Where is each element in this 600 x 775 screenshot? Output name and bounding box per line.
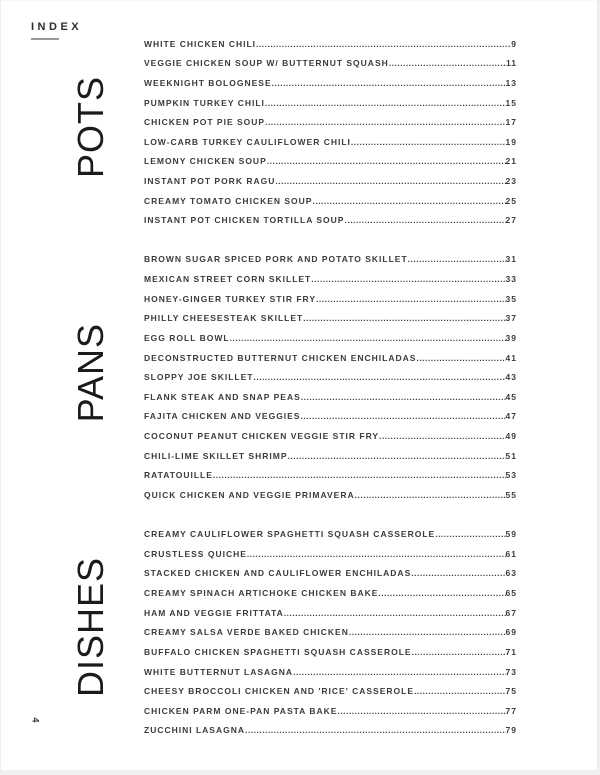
entry-page-number: 41 (505, 352, 517, 363)
entry-page-number: 59 (505, 529, 517, 540)
dot-leader (301, 411, 506, 421)
dot-leader (337, 706, 505, 716)
index-entry (144, 166, 517, 186)
entry-page-number: 11 (506, 58, 517, 69)
entry-page-number: 63 (505, 568, 517, 579)
index-entry (144, 49, 517, 69)
entry-title: CHEESY BROCCOLI CHICKEN AND 'RICE' CASSEROLE (144, 686, 415, 697)
entry-title: MEXICAN STREET CORN SKILLET (144, 274, 312, 285)
entry-page-number: 51 (505, 450, 517, 461)
index-entry (144, 323, 517, 343)
index-entry (144, 677, 517, 697)
section-label-wrap (71, 29, 111, 225)
entry-page-number: 37 (505, 313, 517, 324)
entry-page-number: 33 (505, 274, 517, 285)
entry-page-number: 73 (505, 666, 517, 677)
entry-title: EGG ROLL BOWL (144, 332, 230, 343)
index-entry (144, 559, 517, 579)
dot-leader (311, 274, 505, 284)
dot-leader (312, 196, 505, 206)
index-entry (144, 461, 517, 481)
index-entry (144, 716, 517, 736)
dot-leader (378, 588, 505, 598)
entry-title: FLANK STEAK AND SNAP PEAS (144, 391, 301, 402)
entry-title: CHILI-LIME SKILLET SHRIMP (144, 450, 288, 461)
index-entry (144, 657, 517, 677)
entry-page-number: 75 (505, 686, 517, 697)
index-entry (144, 618, 517, 638)
dot-leader (213, 470, 506, 480)
entry-title: WHITE CHICKEN CHILI (144, 38, 257, 49)
index-entry (144, 421, 517, 441)
dot-leader (265, 117, 505, 127)
index-entry (144, 68, 517, 88)
dot-leader (411, 568, 505, 578)
index-entry (144, 108, 517, 128)
entry-title: LOW-CARB TURKEY CAULIFLOWER CHILI (144, 136, 351, 147)
entry-title: SLOPPY JOE SKILLET (144, 372, 254, 383)
entry-title: VEGGIE CHICKEN SOUP W/ BUTTERNUT SQUASH (144, 58, 389, 69)
page-title: INDEX (31, 21, 83, 33)
entry-page-number: 31 (505, 254, 517, 265)
entry-title: CHICKEN POT PIE SOUP (144, 117, 266, 128)
index-entry (144, 480, 517, 500)
entry-title: CREAMY SALSA VERDE BAKED CHICKEN (144, 627, 349, 638)
section-label: POTS (70, 76, 111, 179)
entry-title: INSTANT POT PORK RAGU (144, 176, 276, 186)
index-entry (144, 343, 517, 363)
entry-title: CHICKEN PARM ONE-PAN PASTA BAKE (144, 705, 338, 716)
index-entry (144, 147, 517, 167)
index-entry (144, 520, 517, 540)
dot-leader (245, 725, 506, 735)
entry-page-number: 19 (505, 136, 517, 147)
entry-title: CREAMY SPINACH ARTICHOKE CHICKEN BAKE (144, 588, 379, 599)
entry-page-number: 67 (505, 607, 517, 618)
page-number-marker: 4 (30, 717, 41, 723)
index-entry (144, 284, 517, 304)
entry-title: COCONUT PEANUT CHICKEN VEGGIE STIR FRY (144, 431, 380, 442)
index-entry (144, 206, 517, 226)
entry-page-number: 17 (505, 117, 517, 128)
entry-title: QUICK CHICKEN AND VEGGIE PRIMAVERA (144, 489, 355, 500)
entry-title: WEEKNIGHT BOLOGNESE (144, 77, 272, 88)
index-entry (144, 402, 517, 422)
entry-page-number: 79 (505, 725, 517, 736)
index-entry (144, 441, 517, 461)
entry-page-number: 21 (505, 156, 517, 167)
dot-leader (253, 372, 505, 382)
entry-page-number: 61 (505, 548, 517, 559)
section-label-wrap (71, 245, 111, 500)
dot-leader (416, 353, 505, 363)
index-section-dishes (70, 520, 517, 736)
entry-title: CREAMY CAULIFLOWER SPAGHETTI SQUASH CASSEROLE (144, 529, 436, 540)
entry-page-number: 49 (505, 431, 517, 442)
dot-leader (435, 529, 505, 539)
dot-leader (288, 451, 506, 461)
entry-page-number: 15 (505, 97, 517, 108)
entry-page-number: 23 (505, 176, 517, 186)
section-label-wrap (71, 520, 111, 736)
entry-title: BROWN SUGAR SPICED PORK AND POTATO SKILLET (144, 254, 408, 265)
dot-leader (275, 176, 505, 186)
dot-leader (344, 215, 505, 225)
entry-page-number: 13 (505, 77, 517, 88)
index-entry (144, 696, 517, 716)
dot-leader (349, 627, 506, 637)
index-entry (144, 186, 517, 206)
entry-title: CREAMY TOMATO CHICKEN SOUP (144, 195, 313, 206)
index-entry (144, 264, 517, 284)
dot-leader (267, 156, 506, 166)
entry-title: LEMONY CHICKEN SOUP (144, 156, 267, 167)
entry-title: BUFFALO CHICKEN SPAGHETTI SQUASH CASSEROLE (144, 646, 412, 657)
index-entry (144, 382, 517, 402)
entry-title: HAM AND VEGGIE FRITTATA (144, 607, 284, 618)
index-entry (144, 363, 517, 383)
entry-page-number: 65 (505, 588, 517, 599)
dot-leader (284, 608, 506, 618)
entry-page-number: 43 (505, 372, 517, 383)
entry-title: DECONSTRUCTED BUTTERNUT CHICKEN ENCHILADAS (144, 352, 417, 363)
index-header (31, 21, 82, 40)
index-section-pans (70, 245, 517, 500)
entry-title: CRUSTLESS QUICHE (144, 548, 247, 559)
entry-page-number: 45 (505, 391, 517, 402)
dot-leader (412, 647, 506, 657)
entry-page-number: 27 (505, 215, 517, 226)
dot-leader (379, 431, 505, 441)
index-entry (144, 304, 517, 324)
dot-leader (351, 137, 506, 147)
dot-leader (230, 333, 506, 343)
entry-title: STACKED CHICKEN AND CAULIFLOWER ENCHILADAS (144, 568, 412, 579)
index-entry (144, 598, 517, 618)
index-entry (144, 539, 517, 559)
dot-leader (389, 58, 506, 68)
title-underline-rule (31, 38, 59, 40)
entry-page-number: 69 (505, 627, 517, 638)
dot-leader (256, 39, 511, 49)
index-section-pots (70, 29, 517, 226)
entry-page-number: 39 (505, 332, 517, 343)
index-entry (144, 88, 517, 108)
dot-leader (355, 490, 506, 500)
entry-page-number: 55 (505, 489, 517, 500)
section-label: PANS (70, 322, 111, 423)
entry-title: PHILLY CHEESESTEAK SKILLET (144, 313, 304, 324)
entry-title: INSTANT POT CHICKEN TORTILLA SOUP (144, 215, 345, 226)
index-entry (144, 29, 517, 49)
entry-title: RATATOUILLE (144, 470, 213, 481)
dot-leader (316, 294, 505, 304)
index-entry (144, 578, 517, 598)
dot-leader (247, 549, 506, 559)
table-of-contents (70, 29, 517, 755)
entry-page-number: 47 (505, 411, 517, 422)
entry-page-number: 71 (505, 646, 517, 657)
entry-page-number: 35 (505, 293, 517, 304)
section-label: DISHES (70, 557, 111, 698)
entry-title: HONEY-GINGER TURKEY STIR FRY (144, 293, 317, 304)
entry-title: FAJITA CHICKEN AND VEGGIES (144, 411, 301, 422)
entry-page-number: 9 (511, 38, 517, 49)
dot-leader (301, 392, 506, 402)
dot-leader (303, 313, 505, 323)
dot-leader (293, 667, 505, 677)
entry-page-number: 77 (505, 705, 517, 716)
dot-leader (272, 78, 506, 88)
index-entry (144, 245, 517, 265)
entry-title: PUMPKIN TURKEY CHILI (144, 97, 265, 108)
entry-page-number: 25 (505, 195, 517, 206)
index-entry (144, 637, 517, 657)
dot-leader (414, 686, 506, 696)
dot-leader (408, 254, 506, 264)
entry-page-number: 53 (505, 470, 517, 481)
entry-title: WHITE BUTTERNUT LASAGNA (144, 666, 294, 677)
index-entry (144, 127, 517, 147)
dot-leader (265, 98, 506, 108)
entry-title: ZUCCHINI LASAGNA (144, 725, 245, 736)
